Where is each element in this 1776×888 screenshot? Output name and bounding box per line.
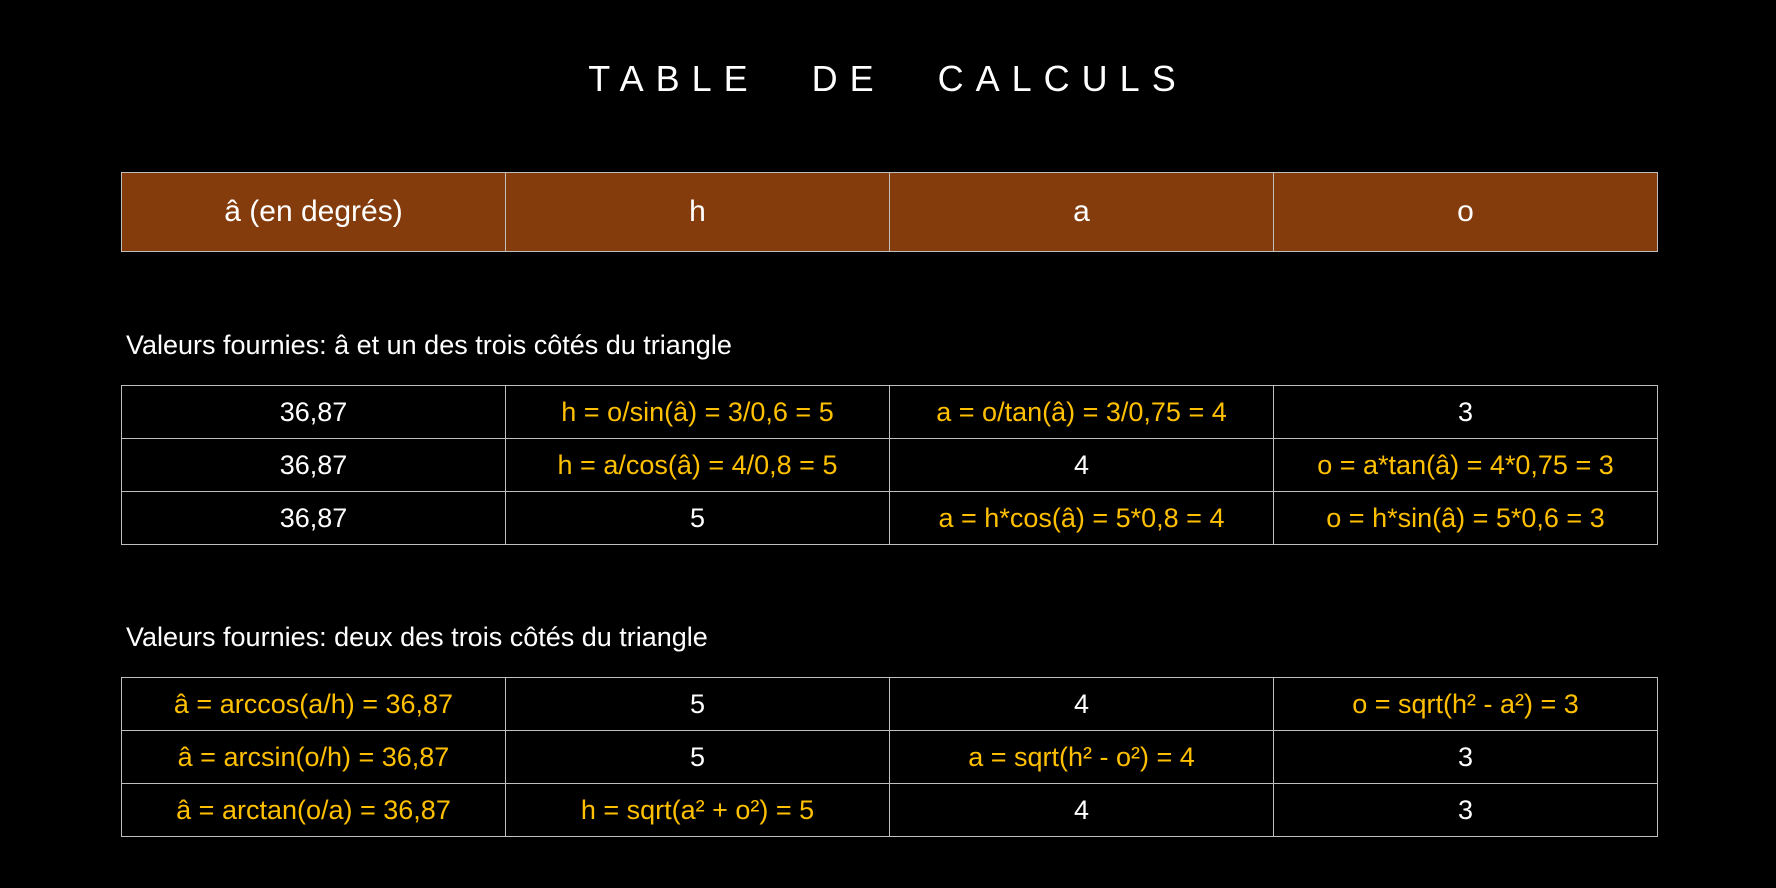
header-o: o [1274,173,1658,252]
header-a: a [890,173,1274,252]
table-cell: h = o/sin(â) = 3/0,6 = 5 [506,386,890,439]
table-row [122,439,1658,492]
header-angle: â (en degrés) [122,173,506,252]
table-row [122,492,1658,545]
table-cell: 5 [506,678,890,731]
table-row [122,731,1658,784]
section2-table [121,677,1658,837]
table-cell: 36,87 [122,439,506,492]
table-cell: h = a/cos(â) = 4/0,8 = 5 [506,439,890,492]
table-cell: a = sqrt(h² - o²) = 4 [890,731,1274,784]
table-cell: â = arcsin(o/h) = 36,87 [122,731,506,784]
header-h: h [506,173,890,252]
table-cell: 4 [890,439,1274,492]
section1-table [121,385,1658,545]
table-row [122,678,1658,731]
section2-label: Valeurs fournies: deux des trois côtés du triangle [126,622,708,652]
table-cell: â = arctan(o/a) = 36,87 [122,784,506,837]
table-cell: a = o/tan(â) = 3/0,75 = 4 [890,386,1274,439]
table-cell: o = sqrt(h² - a²) = 3 [1274,678,1658,731]
table-row [122,386,1658,439]
table-cell: o = h*sin(â) = 5*0,6 = 3 [1274,492,1658,545]
table-cell: â = arccos(a/h) = 36,87 [122,678,506,731]
table-row [122,784,1658,837]
table-cell: 3 [1274,784,1658,837]
table-cell: 4 [890,678,1274,731]
table-cell: 36,87 [122,386,506,439]
page-title: TABLE DE CALCULS [588,58,1188,99]
table-cell: 5 [506,731,890,784]
table-cell: o = a*tan(â) = 4*0,75 = 3 [1274,439,1658,492]
section1-label: Valeurs fournies: â et un des trois côtés du triangle [126,330,732,360]
table-cell: h = sqrt(a² + o²) = 5 [506,784,890,837]
table-cell: 36,87 [122,492,506,545]
table-cell: 3 [1274,731,1658,784]
table-cell: 3 [1274,386,1658,439]
table-cell: a = h*cos(â) = 5*0,8 = 4 [890,492,1274,545]
table-cell: 5 [506,492,890,545]
header-table [121,172,1658,252]
table-cell: 4 [890,784,1274,837]
header-row [122,173,1658,252]
